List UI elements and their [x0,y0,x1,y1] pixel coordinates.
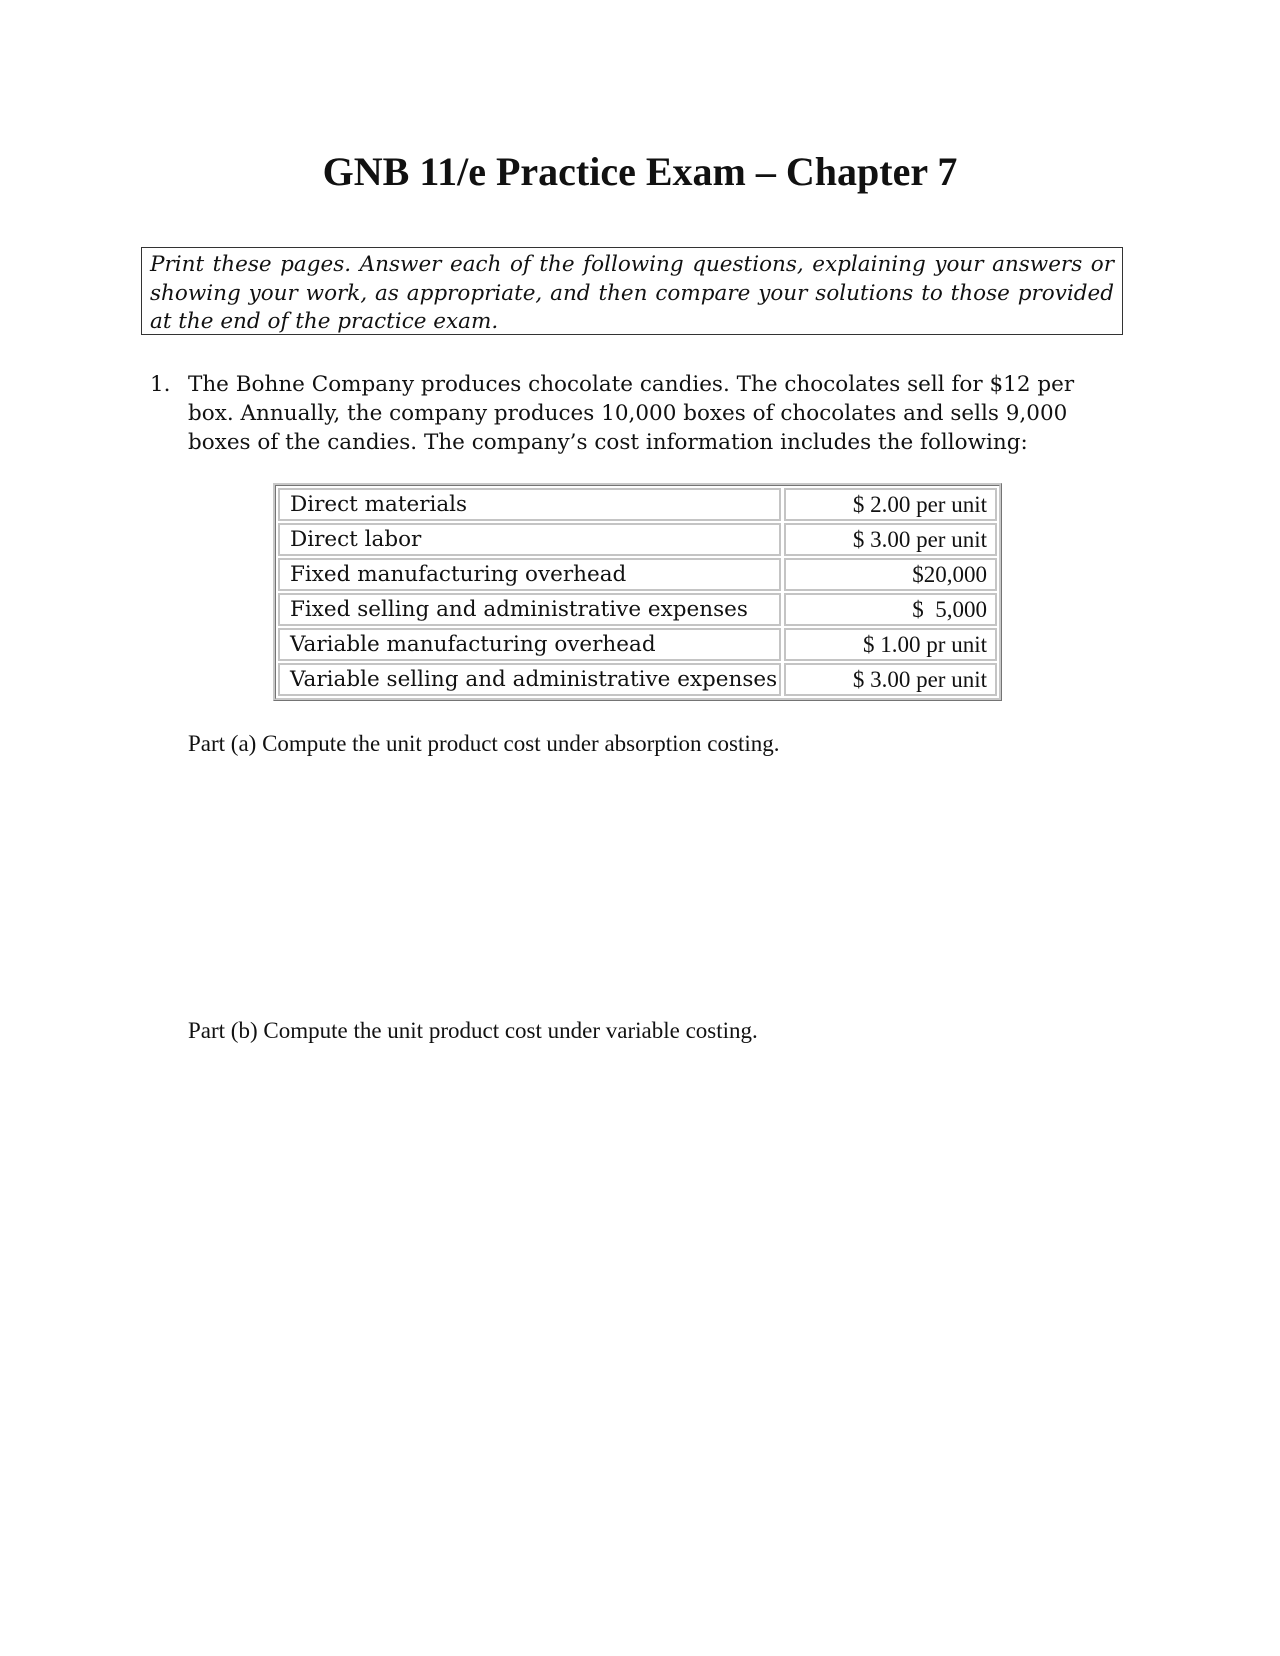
cost-label: Variable selling and administrative expenses [278,663,781,696]
cost-value: $ 3.00 per unit [784,523,997,556]
part-a-prompt: Part (a) Compute the unit product cost under absorption costing. [188,731,780,756]
table-row [278,558,997,591]
cost-value: $ 3.00 per unit [784,663,997,696]
part-b-prompt: Part (b) Compute the unit product cost under variable costing. [188,1018,758,1043]
table-row [278,628,997,661]
cost-label: Variable manufacturing overhead [278,628,781,661]
table-row [278,593,997,626]
cost-value: $ 5,000 [784,593,997,626]
cost-label: Direct materials [278,488,781,521]
table-row [278,523,997,556]
cost-label: Direct labor [278,523,781,556]
instructions-box: Print these pages. Answer each of the following questions, explaining your answers or showing your work, as appropriate, and then compare your solutions to those provided at the end of the practice exam. [141,247,1123,335]
cost-value: $20,000 [784,558,997,591]
table-row [278,488,997,521]
cost-label: Fixed manufacturing overhead [278,558,781,591]
cost-value: $ 1.00 pr unit [784,628,997,661]
cost-information-table [273,483,1002,701]
table-row [278,663,997,696]
cost-label: Fixed selling and administrative expenses [278,593,781,626]
cost-value: $ 2.00 per unit [784,488,997,521]
question-number: 1. [150,372,171,397]
question-text: The Bohne Company produces chocolate candies. The chocolates sell for $12 per box. Annually, the company produces 10,000 boxes of chocolates and sells 9,000 boxes of the candies. The company’s cost information includes the following: [188,372,1075,455]
exam-title: GNB 11/e Practice Exam – Chapter 7 [322,149,958,194]
